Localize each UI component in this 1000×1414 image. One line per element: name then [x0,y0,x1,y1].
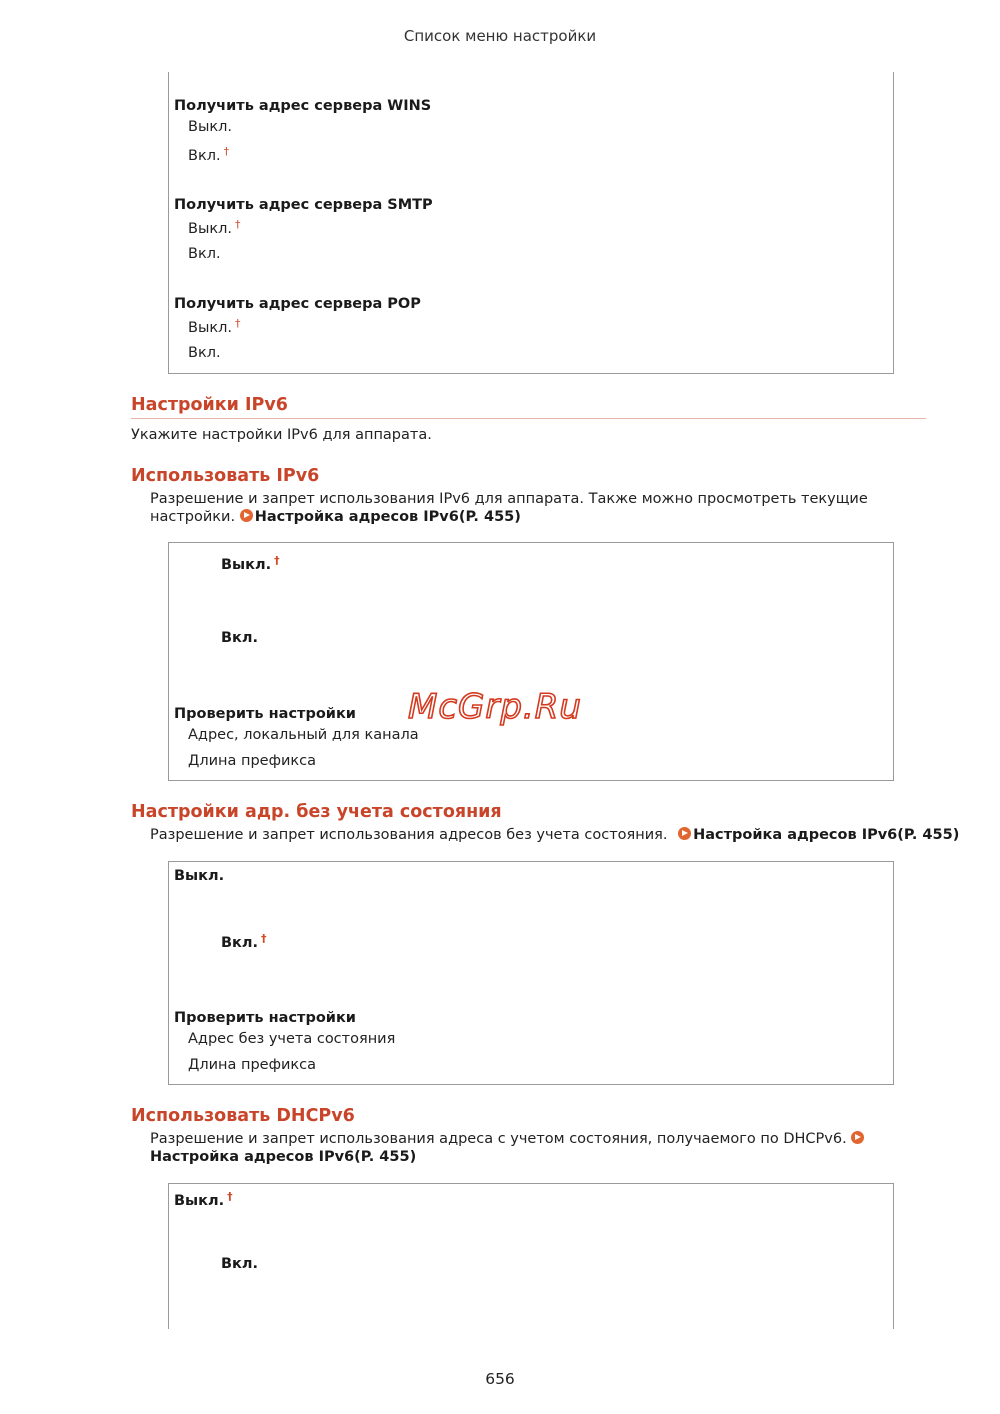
ipv6-settings-description: Укажите настройки IPv6 для аппарата. [131,427,432,443]
stateless-on-label: Вкл. [221,935,259,951]
dhcpv6-box [168,1183,894,1329]
stateless-off-option: Выкл. [174,868,225,884]
smtp-off-label: Выкл. [188,221,233,237]
wins-title: Получить адрес сервера WINS [174,98,432,114]
pop-off-option [188,317,241,336]
smtp-off-option [188,218,241,237]
server-options-box [168,72,894,374]
ipv6-settings-heading: Настройки IPv6 [131,395,288,415]
arrow-right-icon [240,509,253,522]
prefix-length-item: Длина префикса [188,753,317,769]
dhcpv6-off-option [174,1190,233,1209]
default-mark: † [223,145,230,158]
use-ipv6-on-option: Вкл. [221,630,259,646]
arrow-right-icon [851,1131,864,1144]
dhcpv6-heading: Использовать DHCPv6 [131,1106,355,1126]
default-mark: † [274,554,280,567]
dhcpv6-off-label: Выкл. [174,1193,225,1209]
heading-rule [131,418,926,419]
dhcpv6-link-line [150,1149,416,1165]
use-ipv6-description-line1: Разрешение и запрет использования IPv6 для аппарата. Также можно просмотреть текущие [150,491,868,507]
stateless-on-option [221,932,267,951]
stateless-description-text: Разрешение и запрет использования адресов без учета состояния. [150,827,668,843]
link-local-address-item: Адрес, локальный для канала [188,727,419,743]
running-header: Список меню настройки [403,27,597,45]
use-ipv6-off-label: Выкл. [221,557,272,573]
wins-on-label: Вкл. [188,148,221,164]
stateless-description [150,827,959,843]
ipv6-address-link[interactable]: Настройка адресов IPv6(P. 455) [254,509,521,525]
use-ipv6-check-title: Проверить настройки [174,706,356,722]
stateless-ipv6-link[interactable]: Настройка адресов IPv6(P. 455) [693,827,960,843]
smtp-on-option: Вкл. [188,246,221,262]
default-mark: † [235,218,241,231]
use-ipv6-off-option [221,554,280,573]
default-mark: † [227,1190,233,1203]
use-ipv6-box [168,542,894,781]
stateless-box [168,861,894,1085]
pop-off-label: Выкл. [188,320,233,336]
default-mark: † [235,317,241,330]
arrow-right-icon [678,827,691,840]
stateless-heading: Настройки адр. без учета состояния [131,802,502,822]
pop-on-option: Вкл. [188,345,221,361]
default-mark: † [261,932,267,945]
wins-on-option [188,145,229,164]
wins-off-option: Выкл. [188,119,233,135]
use-ipv6-description-text: настройки. [150,509,236,525]
stateless-check-title: Проверить настройки [174,1010,356,1026]
stateless-prefix-length-item: Длина префикса [188,1057,317,1073]
dhcpv6-on-option: Вкл. [221,1256,259,1272]
page-number: 656 [485,1370,515,1388]
smtp-title: Получить адрес сервера SMTP [174,197,433,213]
use-ipv6-heading: Использовать IPv6 [131,466,320,486]
stateless-address-item: Адрес без учета состояния [188,1031,396,1047]
use-ipv6-description-line2 [150,509,521,525]
dhcpv6-description [150,1131,866,1147]
dhcpv6-description-text: Разрешение и запрет использования адреса с учетом состояния, получаемого по DHCPv6. [150,1131,847,1147]
watermark: McGrp.Ru [408,687,582,727]
dhcpv6-ipv6-link[interactable]: Настройка адресов IPv6(P. 455) [150,1149,417,1165]
pop-title: Получить адрес сервера POP [174,296,421,312]
